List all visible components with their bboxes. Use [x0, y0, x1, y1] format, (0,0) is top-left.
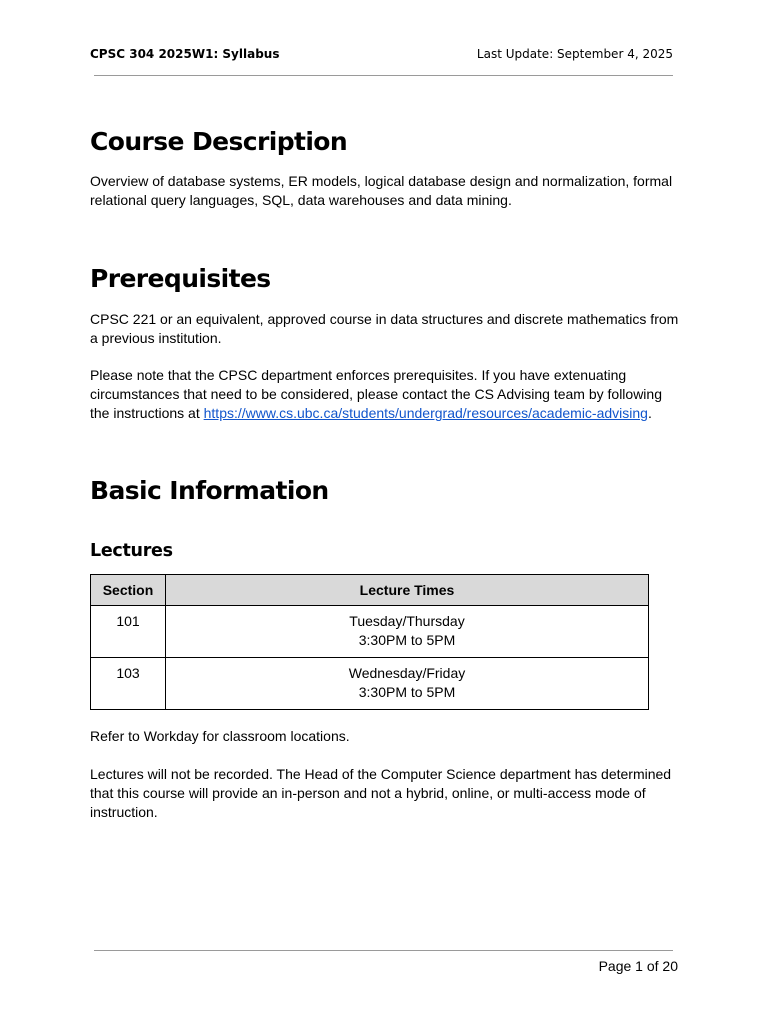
prerequisites-note-end: . — [647, 405, 652, 421]
table-row — [91, 606, 649, 658]
footer-divider — [94, 950, 673, 951]
page-number: Page 1 of 20 — [598, 958, 678, 974]
table-header-row — [91, 575, 649, 606]
lecture-times-cell — [166, 658, 649, 710]
table-row — [91, 658, 649, 710]
section-cell: 103 — [91, 658, 166, 710]
heading-lectures: Lectures — [90, 541, 173, 561]
academic-advising-link[interactable]: https://www.cs.ubc.ca/students/undergrad/resources/academic-advising — [203, 405, 648, 421]
section-cell: 101 — [91, 606, 166, 658]
heading-basic-information: Basic Information — [90, 476, 329, 505]
header-divider — [94, 75, 673, 76]
recording-policy-note: Lectures will not be recorded. The Head of the Computer Science department has determined that this course will provide an in-person and not a hybrid, online, or multi-access mode of instruction. — [90, 766, 672, 820]
lecture-days: Wednesday/Friday — [348, 665, 466, 681]
lecture-time: 3:30PM to 5PM — [358, 632, 456, 648]
lectures-table — [90, 574, 649, 710]
course-title: CPSC 304 2025W1: Syllabus — [90, 47, 280, 61]
lecture-time: 3:30PM to 5PM — [358, 684, 456, 700]
page-header — [90, 47, 673, 65]
lecture-times-cell — [166, 606, 649, 658]
column-header-section: Section — [91, 575, 166, 606]
prerequisites-note — [90, 366, 680, 423]
course-description-text: Overview of database systems, ER models, logical database design and normalization, formal relational query languages, SQL, data warehouses and data mining. — [90, 173, 673, 208]
column-header-lecture-times: Lecture Times — [166, 575, 649, 606]
last-update: Last Update: September 4, 2025 — [476, 47, 673, 61]
prerequisites-text: CPSC 221 or an equivalent, approved course in data structures and discrete mathematics from a previous institution. — [90, 311, 679, 346]
lecture-days: Tuesday/Thursday — [349, 613, 465, 629]
heading-prerequisites: Prerequisites — [90, 264, 271, 293]
classroom-locations-note: Refer to Workday for classroom locations. — [90, 728, 350, 744]
prerequisites-note-text: Please note that the CPSC department enforces prerequisites. If you have extenuating circumstances that need to be considered, please contact the CS Advising team by following the instructions at — [90, 367, 662, 421]
heading-course-description: Course Description — [90, 127, 348, 156]
